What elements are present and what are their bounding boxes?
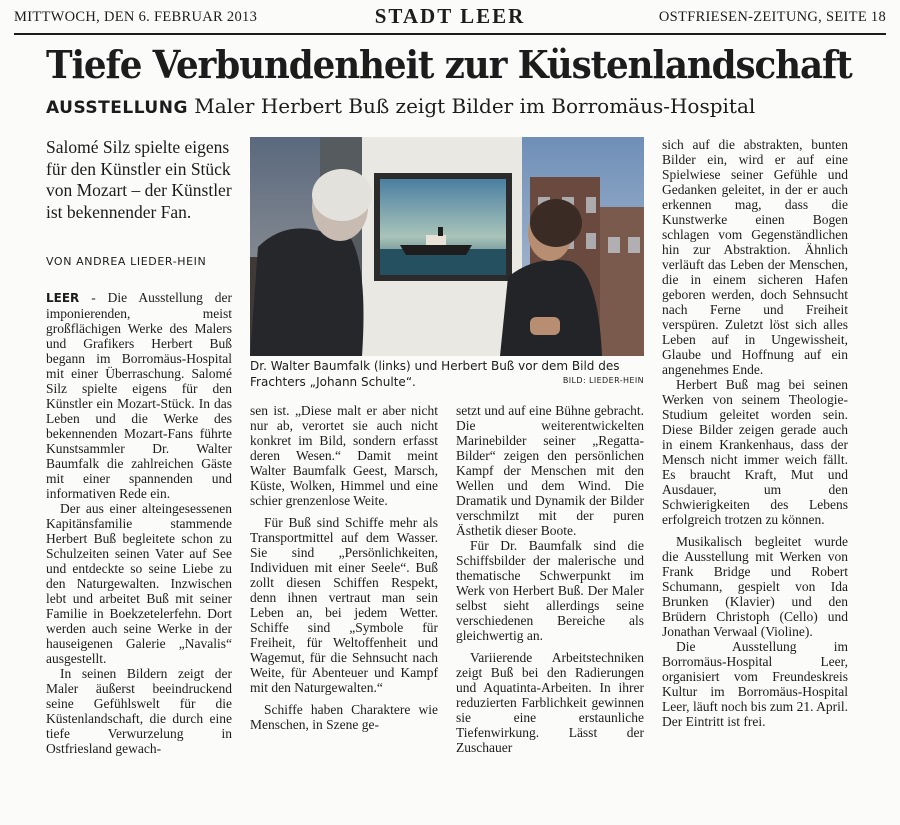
photo-illustration — [250, 137, 644, 356]
article-column-1 — [46, 290, 232, 756]
paragraph: sen ist. „Diese malt er aber nicht nur ab, verortet sie auch nicht konkret im Bild, sondern erfasst deren Wesen.“ Damit meint Walter Baumfalk Geest, Marsch, Küste, Wolken, Himmel und eine schier grenzenlose Weite. — [250, 403, 438, 508]
byline: VON ANDREA LIEDER-HEIN — [46, 255, 207, 268]
section-title: STADT LEER — [374, 4, 526, 28]
paragraph: Für Dr. Baumfalk sind die Schiffsbilder der malerische und thematische Schwerpunkt im Werk von Herbert Buß. Der Maler selbst sieht allerdings seine verschiedenen Bereiche als gleichwertig an. — [456, 538, 644, 643]
paragraph: Musikalisch begleitet wurde die Ausstellung mit Werken von Frank Bridge und Robert Schumann, gespielt von Ida Brunken (Klavier) und den Brüdern Christoph (Cello) und Jonathan Verwaal (Violine). — [662, 534, 848, 639]
photo-caption — [250, 358, 644, 390]
paragraph: Die Ausstellung im Borromäus-Hospital Leer, organisiert vom Freundeskreis Kultur im Borromäus-Hospital Leer, läuft noch bis zum 21. April. Der Eintritt ist frei. — [662, 639, 848, 729]
photo-credit: BILD: LIEDER-HEIN — [562, 376, 644, 385]
kicker-label: AUSSTELLUNG — [46, 98, 188, 118]
article-photo — [250, 137, 644, 356]
article-column-2 — [250, 403, 438, 732]
paragraph: In seinen Bildern zeigt der Maler äußerst beeindruckend seine Gefühlswelt für die Küstenlandschaft, die durch eine tiefe Verwurzelung in Ostfriesland gewach- — [46, 666, 232, 756]
paragraph: sich auf die abstrakten, bunten Bilder ein, wird er auf eine Spielwiese seiner Gefühle und Gedanken geleitet, in der er auch erkennen mag, dass die Kunstwerke einen Bogen schlagen vom Gegenständlichen hin zur Abstraktion. Ähnlich verläuft das Leben der Menschen, die in einem sicheren Hafen geboren werden, doch Sehnsucht nach Ferne und Freiheit verspüren. Zuletzt löst sich alles Leben auf in Ungewissheit, Glaube und Hoffnung auf ein angenehmes Ende. — [662, 137, 848, 377]
paragraph-text: - Die Ausstellung der imponierenden, meist großflächigen Werke des Malers und Grafikers Herbert Buß begann im Borromäus-Hospital mit einer Überraschung. Salomé Silz spielte eigens für den Künstler ein Mozart-Stück. In das Leben und die Werke des bekennenden Mozart-Fans führte Kunstsammler Dr. Walter Baumfalk die zahlreichen Gäste mit einer spannenden und informativen Rede ein. — [46, 290, 232, 501]
page-header — [14, 5, 886, 35]
issue-date: MITTWOCH, DEN 6. FEBRUAR 2013 — [14, 9, 258, 25]
teaser-text: Salomé Silz spielte eigens für den Künstler ein Stück von Mozart – der Künstler ist bekennender Fan. — [46, 137, 232, 222]
paragraph: Für Buß sind Schiffe mehr als Transportmittel auf dem Wasser. Sie sind „Persönlichkeiten, Individuen mit einer Seele“. Buß zollt diesen Schiffen Respekt, denn ihnen vertraut man sein Leben an, bei jedem Wetter. Schiffe sind „Symbole für Freiheit, für Weltoffenheit und Wagemut, für die Sehnsucht nach Weite, für Abenteuer und Kampf mit den Naturgewalten.“ — [250, 515, 438, 695]
paragraph: Der aus einer alteingesessenen Kapitänsfamilie stammende Herbert Buß begleitete schon zu Schulzeiten seinen Vater auf See und entdeckte so seine Liebe zu den Naturgewalten. Inzwischen lebt und arbeitet Buß mit seiner Familie in Boekzetelerfehn. Dort werden auch seine Werke in der hauseigenen Galerie „Navalis“ ausgestellt. — [46, 501, 232, 666]
article-headline: Tiefe Verbundenheit zur Küstenlandschaft — [46, 42, 852, 87]
article-column-4 — [662, 137, 848, 729]
article-subline — [46, 94, 755, 118]
dateline: LEER — [46, 291, 80, 305]
paragraph — [46, 290, 232, 501]
paragraph: Variierende Arbeitstechniken zeigt Buß bei den Radierungen und Aquatinta-Arbeiten. In ihrer reduzierten Farblichkeit gewinnen sie eine erstaunliche Tiefenwirkung. Lässt der Zuschauer — [456, 650, 644, 755]
article-column-3 — [456, 403, 644, 755]
subheadline: Maler Herbert Buß zeigt Bilder im Borromäus-Hospital — [194, 94, 756, 118]
caption-text: Dr. Walter Baumfalk (links) und Herbert Buß vor dem Bild des Frachters „Johann Schulte“. — [250, 359, 620, 389]
paragraph: Schiffe haben Charaktere wie Menschen, in Szene ge- — [250, 702, 438, 732]
paragraph: Herbert Buß mag bei seinen Werken von seinem Theologie-Studium geleitet worden sein. Diese Bilder zeigen gerade auch in einem Krankenhaus, dass der Mensch nicht immer weich fällt. Es braucht Kraft, Mut und Ausdauer, um den Schwierigkeiten des Lebens erfolgreich trotzen zu können. — [662, 377, 848, 527]
paragraph: setzt und auf eine Bühne gebracht. Die weiterentwickelten Marinebilder seiner „Regatta-Bilder“ zeigen den persönlichen Kampf der Menschen mit den Wellen und dem Wind. Die Dramatik und Dynamik der Bilder verschmilzt mit der puren Ästhetik dieser Boote. — [456, 403, 644, 538]
newspaper-page: OSTFRIESEN-ZEITUNG, SEITE 18 — [658, 9, 886, 25]
